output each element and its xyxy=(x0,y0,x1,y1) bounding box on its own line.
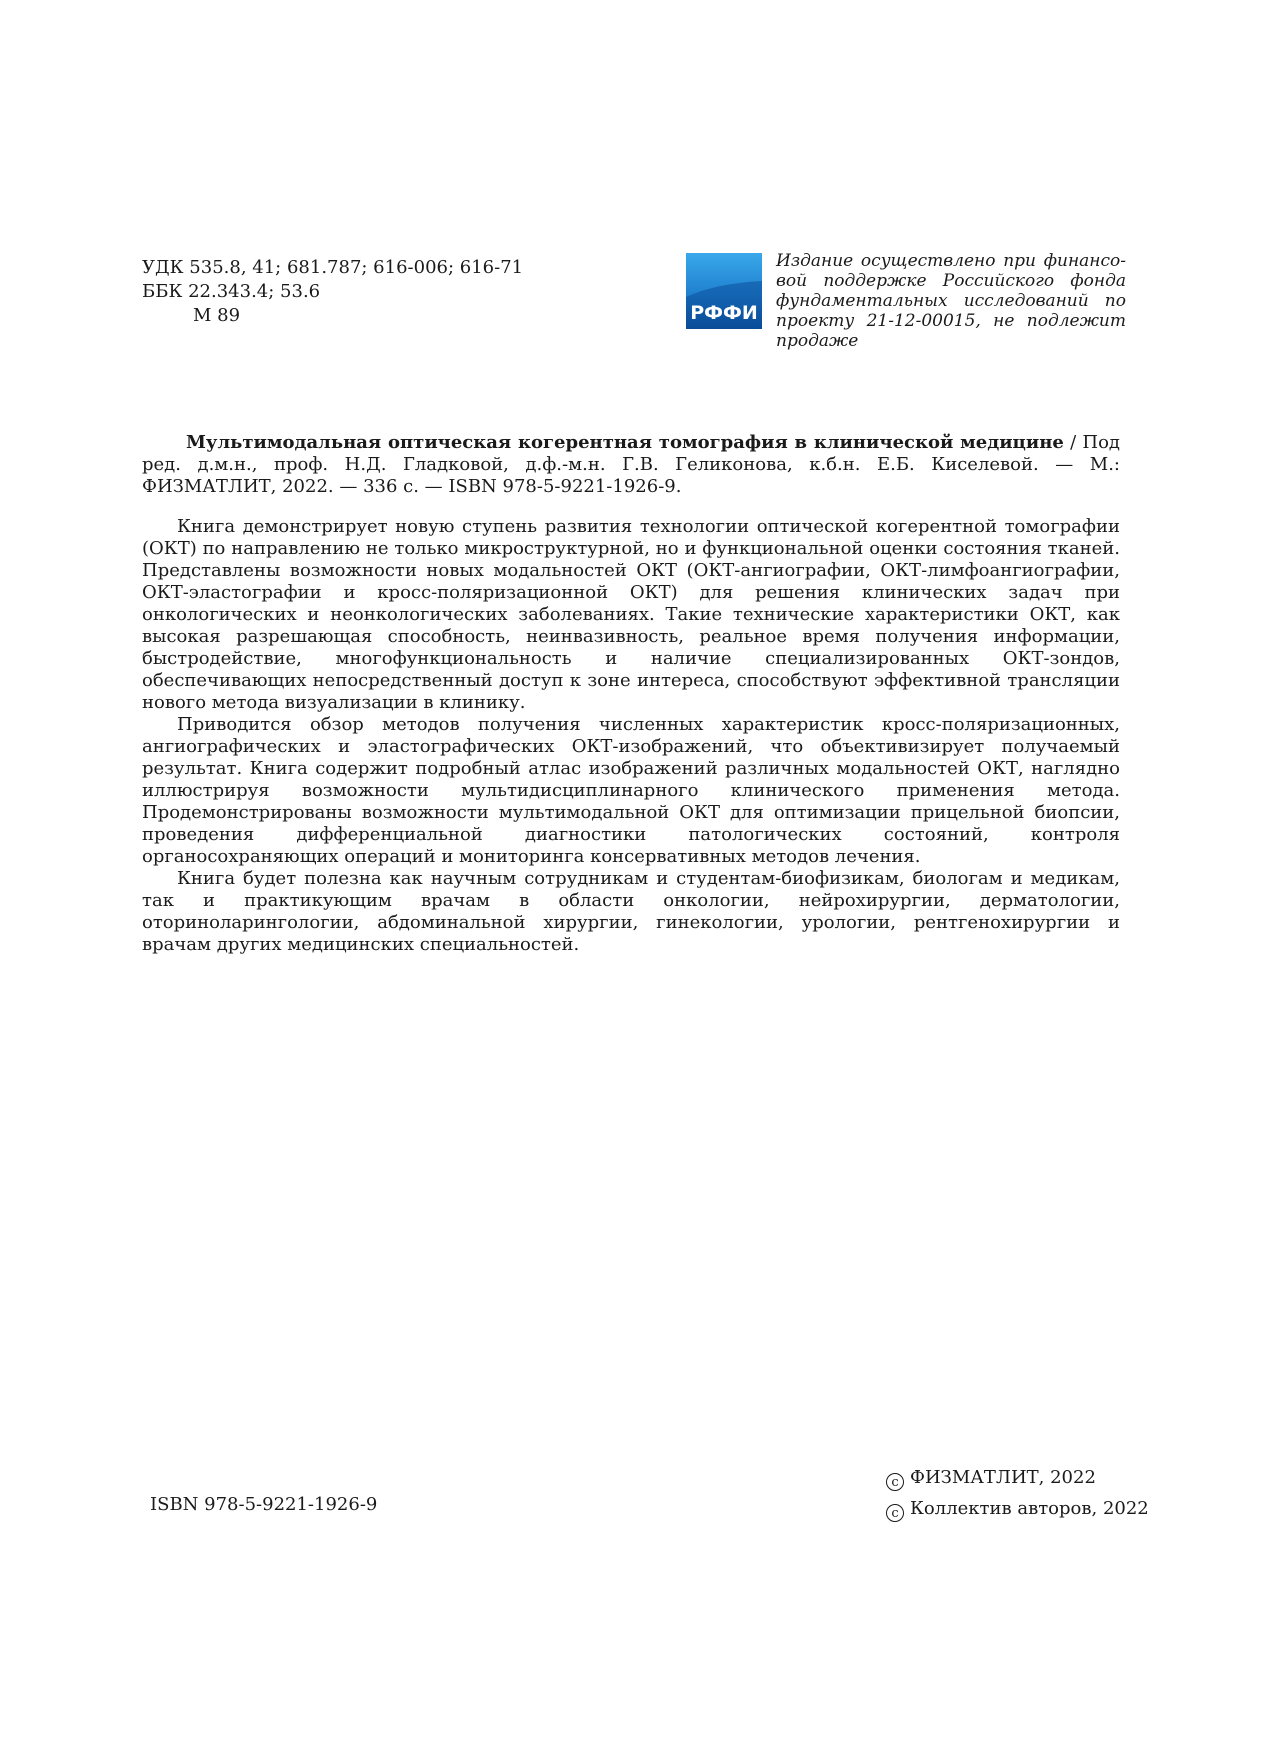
copyright-line xyxy=(886,1493,1149,1524)
abstract-paragraph: Книга будет полезна как научным сотрудникам и студентам-биофизикам, биологам и медикам, так и практикующим врачам в области онкологии, нейрохирургии, дерматологии, оториноларингологии, абдоминальной хирургии, гинекологии, урологии, рентгенохирургии и врачам других медицинских специальностей. xyxy=(142,868,1120,955)
book-title: Мультимодальная оптическая когерентная томография в клинической медицине xyxy=(186,432,1064,453)
bibliographic-details: / Под ред. д.м.н., проф. Н.Д. Гладковой, д.ф.-м.н. Г.В. Геликонова, к.б.н. Е.Б. Киселевой. — М.: ФИЗМАТЛИТ, 2022. — 336 с. — ISBN 978-5-9221-1926-9. xyxy=(142,432,1121,497)
author-mark: М 89 xyxy=(193,305,241,326)
copyright-line xyxy=(886,1462,1149,1493)
abstract-paragraph: Приводится обзор методов получения численных характеристик кросс-поляризационных, ангиографических и эластографических ОКТ-изображений, что объективизирует получаемый результат. Книга содержит подробный атлас изображений различных модальностей ОКТ, наглядно иллюстрируя возможности мультидисциплинарного клинического применения метода. Продемонстрированы возможности мультимодальной ОКТ для оптимизации прицельной биопсии, проведения дифференциальной диагностики патологических состояний, контроля органосохраняющих операций и мониторинга консервативных методов лечения. xyxy=(142,714,1120,867)
bibliographic-record xyxy=(142,432,1120,498)
copyright-icon: c xyxy=(886,1473,904,1491)
abstract-paragraph: Книга демонстрирует новую ступень развития технологии оптической когерентной томографии (ОКТ) по направлению не только микроструктурной, но и функциональной оценки состояния тканей. Представлены возможности новых модальностей ОКТ (ОКТ-ангиографии, ОКТ-лимфоангиографии, ОКТ-эластографии и кросс-поляризационной ОКТ) для решения клинических задач при онкологических и неонкологических заболеваниях. Такие технические характеристики ОКТ, как высокая разрешающая способность, неинвазивность, реальное время получения информации, быстродействие, многофункциональность и наличие специализированных ОКТ-зондов, обеспечивающих непосредственный доступ к зоне интереса, способствуют эффективной трансляции нового метода визуализации в клинику. xyxy=(142,516,1120,713)
copyright-icon: c xyxy=(886,1504,904,1522)
copyright-publisher: ФИЗМАТЛИТ, 2022 xyxy=(910,1467,1096,1488)
udk-code: УДК 535.8, 41; 681.787; 616-006; 616-71 xyxy=(142,257,524,278)
rffi-logo xyxy=(686,253,762,329)
abstract xyxy=(142,516,1120,956)
funding-block xyxy=(686,251,1126,351)
rffi-logo-text: РФФИ xyxy=(690,302,758,324)
funding-note: Издание осуществлено при финансовой поддержке Российского фонда фундаментальных исследований по проекту 21-12-00015, не подлежит продаже xyxy=(776,251,1126,351)
copyright-block xyxy=(886,1462,1149,1524)
classification-block xyxy=(142,256,523,328)
isbn: ISBN 978-5-9221-1926-9 xyxy=(150,1494,378,1515)
copyright-authors: Коллектив авторов, 2022 xyxy=(910,1498,1149,1519)
bbk-code: ББК 22.343.4; 53.6 xyxy=(142,281,321,302)
